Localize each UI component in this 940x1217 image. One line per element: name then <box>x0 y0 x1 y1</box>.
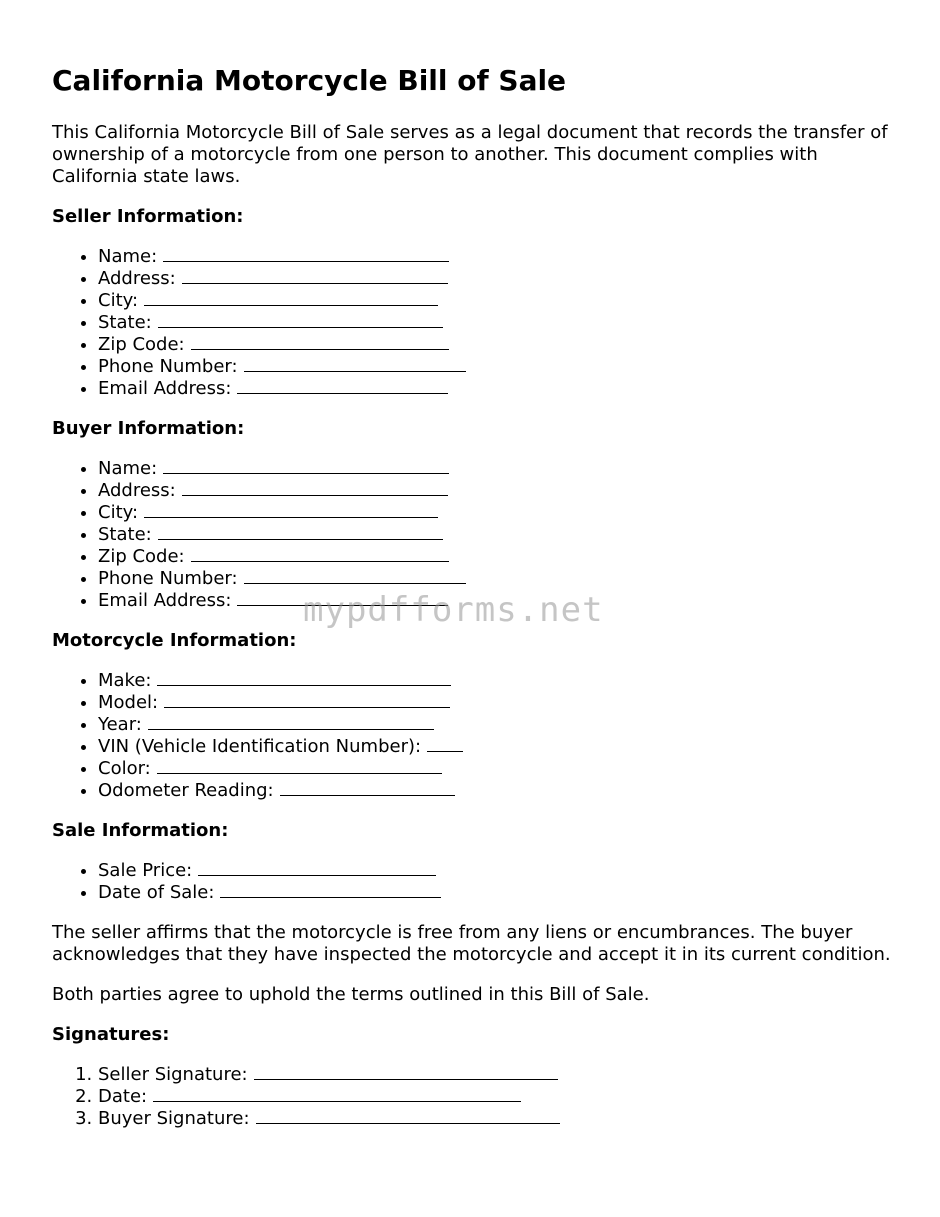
sale-heading: Sale Information: <box>52 820 229 841</box>
signatures-heading: Signatures: <box>52 1024 170 1045</box>
buyer-email-field: • Email Address: <box>98 590 892 612</box>
agreement-paragraph: Both parties agree to uphold the terms outlined in this Bill of Sale. <box>52 984 650 1005</box>
motorcycle-year-field: • Year: <box>98 714 892 736</box>
motorcycle-color-field: • Color: <box>98 758 892 780</box>
motorcycle-model-blank[interactable] <box>164 692 450 708</box>
seller-heading: Seller Information: <box>52 206 244 227</box>
seller-address-blank[interactable] <box>182 268 448 284</box>
motorcycle-vin-blank[interactable] <box>427 736 463 752</box>
seller-zip-blank[interactable] <box>191 334 449 350</box>
signature-date-field: 2. Date: <box>98 1086 892 1108</box>
seller-email-field: • Email Address: <box>98 378 892 400</box>
sale-price-field: • Sale Price: <box>98 860 892 882</box>
buyer-signature-field: 3. Buyer Signature: <box>98 1108 892 1130</box>
motorcycle-make-blank[interactable] <box>157 670 451 686</box>
sale-date-field: • Date of Sale: <box>98 882 892 904</box>
buyer-address-blank[interactable] <box>182 480 448 496</box>
seller-phone-blank[interactable] <box>244 356 466 372</box>
buyer-address-field: • Address: <box>98 480 892 502</box>
seller-city-field: • City: <box>98 290 892 312</box>
signature-fields <box>52 1064 892 1130</box>
motorcycle-odometer-blank[interactable] <box>280 780 455 796</box>
motorcycle-year-blank[interactable] <box>148 714 434 730</box>
seller-state-field: • State: <box>98 312 892 334</box>
buyer-phone-blank[interactable] <box>244 568 466 584</box>
seller-phone-field: • Phone Number: <box>98 356 892 378</box>
buyer-phone-field: • Phone Number: <box>98 568 892 590</box>
sale-fields <box>52 860 892 904</box>
buyer-state-field: • State: <box>98 524 892 546</box>
seller-email-blank[interactable] <box>237 378 448 394</box>
buyer-zip-blank[interactable] <box>191 546 449 562</box>
seller-name-field: • Name: <box>98 246 892 268</box>
watermark: mypdfforms.net <box>303 590 604 630</box>
buyer-city-blank[interactable] <box>144 502 438 518</box>
motorcycle-heading: Motorcycle Information: <box>52 630 297 651</box>
seller-state-blank[interactable] <box>158 312 443 328</box>
motorcycle-odometer-field: • Odometer Reading: <box>98 780 892 802</box>
motorcycle-model-field: • Model: <box>98 692 892 714</box>
seller-address-field: • Address: <box>98 268 892 290</box>
seller-zip-field: • Zip Code: <box>98 334 892 356</box>
buyer-name-blank[interactable] <box>163 458 449 474</box>
buyer-fields <box>52 458 892 612</box>
motorcycle-fields <box>52 670 892 802</box>
buyer-name-field: • Name: <box>98 458 892 480</box>
sale-date-blank[interactable] <box>220 882 441 898</box>
intro-paragraph: This California Motorcycle Bill of Sale serves as a legal document that records the transfer of ownership of a motorcycle from one person to another. This document complies with California state laws. <box>52 122 888 187</box>
affirmation-paragraph: The seller affirms that the motorcycle is free from any liens or encumbrances. The buyer acknowledges that they have inspected the motorcycle and accept it in its current condition. <box>52 922 891 965</box>
seller-name-blank[interactable] <box>163 246 449 262</box>
signature-date-blank[interactable] <box>153 1086 521 1102</box>
seller-fields <box>52 246 892 400</box>
buyer-heading: Buyer Information: <box>52 418 245 439</box>
seller-city-blank[interactable] <box>144 290 438 306</box>
seller-signature-blank[interactable] <box>254 1064 558 1080</box>
sale-price-blank[interactable] <box>198 860 436 876</box>
buyer-signature-blank[interactable] <box>256 1108 560 1124</box>
buyer-city-field: • City: <box>98 502 892 524</box>
motorcycle-make-field: • Make: <box>98 670 892 692</box>
motorcycle-color-blank[interactable] <box>157 758 442 774</box>
buyer-zip-field: • Zip Code: <box>98 546 892 568</box>
seller-signature-field: 1. Seller Signature: <box>98 1064 892 1086</box>
buyer-state-blank[interactable] <box>158 524 443 540</box>
motorcycle-vin-field: • VIN (Vehicle Identification Number): <box>98 736 892 758</box>
page-title: California Motorcycle Bill of Sale <box>52 64 567 97</box>
